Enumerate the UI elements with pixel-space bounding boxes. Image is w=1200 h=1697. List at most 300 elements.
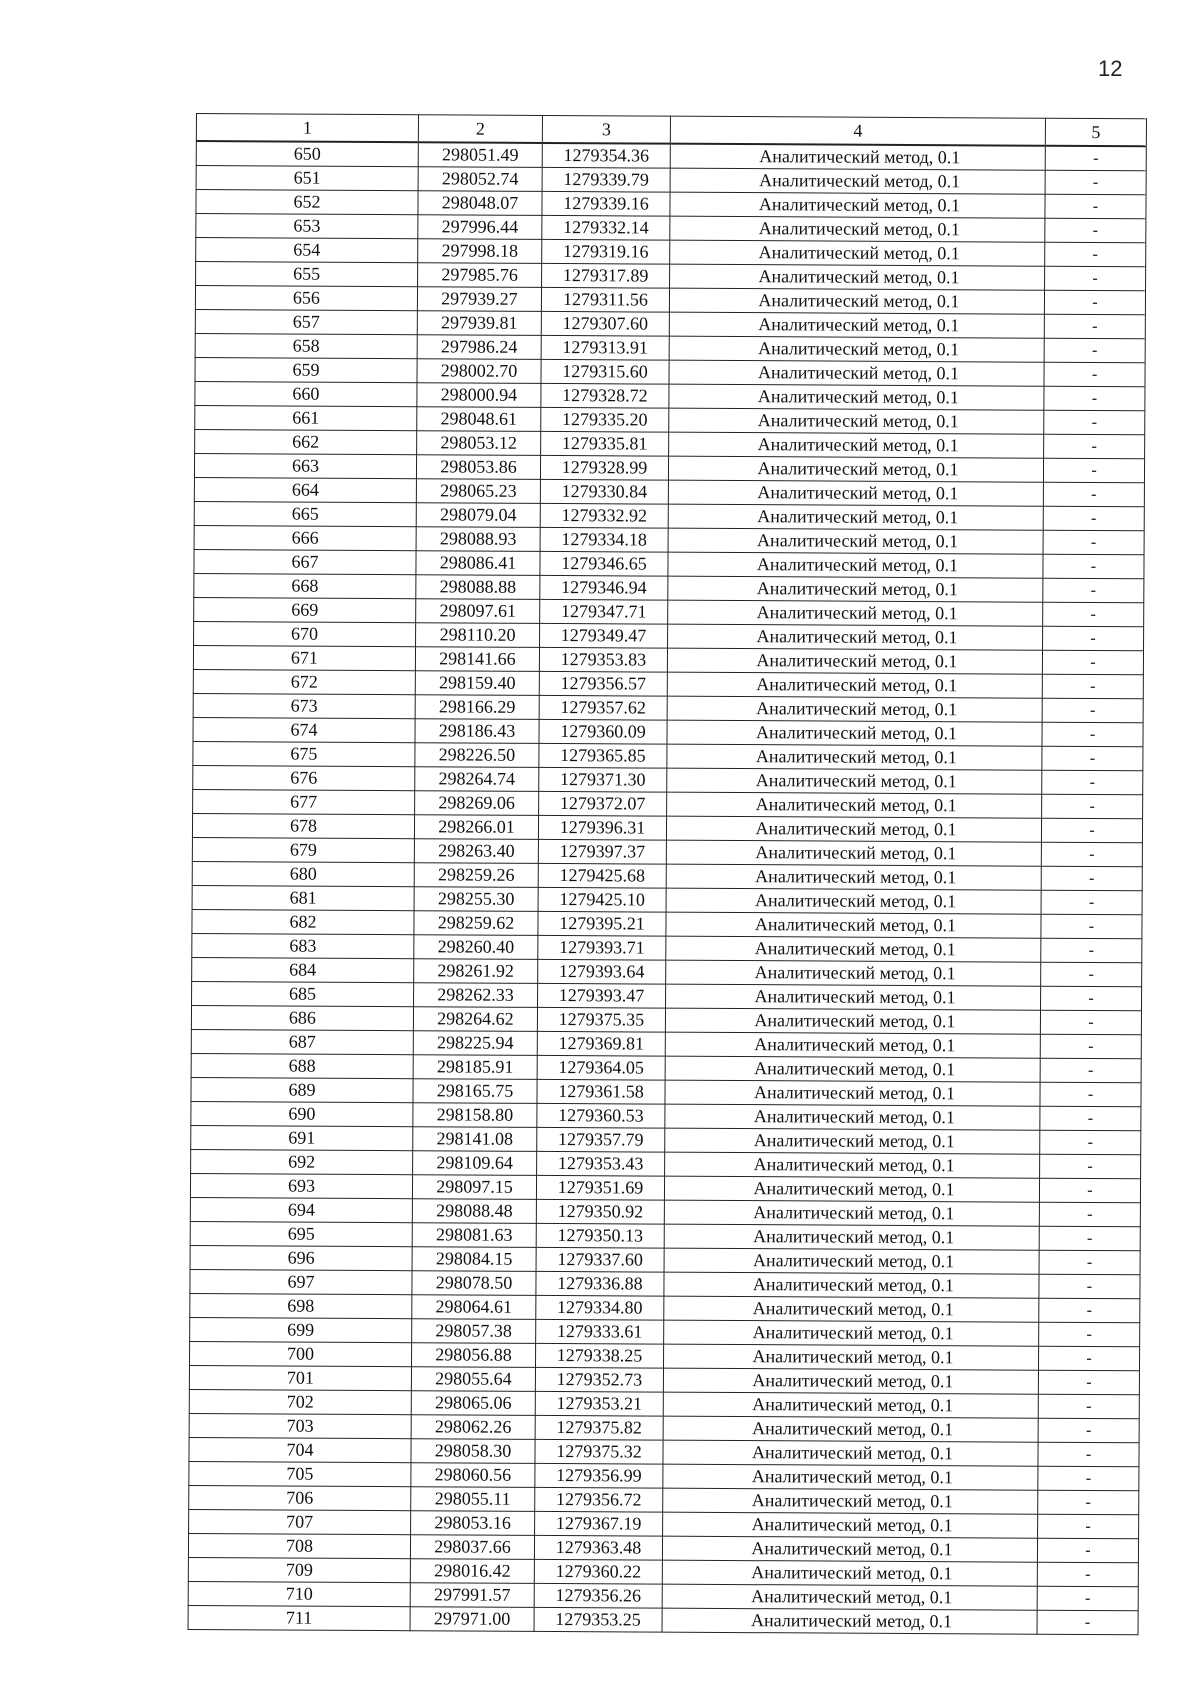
- header-col-2: 2: [418, 115, 542, 143]
- point-number-cell: 706: [189, 1485, 411, 1510]
- coord-x-cell: 298266.01: [414, 815, 538, 840]
- method-cell: Аналитический метод, 0.1: [665, 1032, 1040, 1058]
- coord-x-cell: 298048.61: [417, 407, 541, 432]
- point-number-cell: 669: [194, 597, 416, 622]
- note-cell: -: [1043, 506, 1144, 531]
- point-number-cell: 666: [194, 525, 416, 550]
- method-cell: Аналитический метод, 0.1: [667, 672, 1042, 698]
- method-cell: Аналитический метод, 0.1: [670, 216, 1045, 242]
- coord-x-cell: 298226.50: [415, 743, 539, 768]
- coord-x-cell: 298088.88: [416, 575, 540, 600]
- note-cell: -: [1044, 386, 1145, 411]
- coord-x-cell: 298065.23: [416, 479, 540, 504]
- method-cell: Аналитический метод, 0.1: [664, 1320, 1039, 1346]
- method-cell: Аналитический метод, 0.1: [666, 888, 1041, 914]
- coord-x-cell: 298165.75: [413, 1079, 537, 1104]
- coord-x-cell: 298225.94: [413, 1031, 537, 1056]
- point-number-cell: 694: [190, 1197, 412, 1222]
- coord-y-cell: 1279375.32: [535, 1439, 663, 1464]
- coord-y-cell: 1279352.73: [535, 1367, 663, 1392]
- coord-y-cell: 1279393.47: [538, 983, 666, 1008]
- method-cell: Аналитический метод, 0.1: [663, 1440, 1038, 1466]
- note-cell: -: [1044, 362, 1145, 387]
- coord-y-cell: 1279364.05: [537, 1055, 665, 1080]
- coord-x-cell: 298058.30: [411, 1439, 535, 1464]
- note-cell: -: [1041, 962, 1142, 987]
- point-number-cell: 705: [189, 1461, 411, 1486]
- coord-y-cell: 1279339.79: [542, 167, 670, 192]
- coord-y-cell: 1279333.61: [536, 1319, 664, 1344]
- note-cell: -: [1042, 698, 1143, 723]
- note-cell: -: [1040, 1154, 1141, 1179]
- point-number-cell: 691: [191, 1125, 413, 1150]
- coord-y-cell: 1279372.07: [539, 791, 667, 816]
- point-number-cell: 651: [196, 166, 418, 191]
- note-cell: -: [1039, 1274, 1140, 1299]
- coord-x-cell: 298088.93: [416, 527, 540, 552]
- coord-y-cell: 1279307.60: [541, 311, 669, 336]
- note-cell: -: [1044, 290, 1145, 315]
- note-cell: -: [1045, 218, 1146, 243]
- point-number-cell: 699: [190, 1317, 412, 1342]
- method-cell: Аналитический метод, 0.1: [664, 1296, 1039, 1322]
- note-cell: -: [1042, 722, 1143, 747]
- coord-y-cell: 1279369.81: [537, 1031, 665, 1056]
- coord-y-cell: 1279317.89: [542, 263, 670, 288]
- note-cell: -: [1042, 770, 1143, 795]
- point-number-cell: 672: [193, 669, 415, 694]
- method-cell: Аналитический метод, 0.1: [668, 504, 1043, 530]
- coord-y-cell: 1279375.82: [535, 1415, 663, 1440]
- coord-x-cell: 298264.74: [415, 767, 539, 792]
- method-cell: Аналитический метод, 0.1: [670, 264, 1045, 290]
- note-cell: -: [1039, 1250, 1140, 1275]
- coord-y-cell: 1279346.65: [540, 551, 668, 576]
- coord-y-cell: 1279315.60: [541, 359, 669, 384]
- coord-y-cell: 1279353.21: [535, 1391, 663, 1416]
- coord-y-cell: 1279363.48: [534, 1535, 662, 1560]
- note-cell: -: [1039, 1322, 1140, 1347]
- method-cell: Аналитический метод, 0.1: [666, 840, 1041, 866]
- note-cell: -: [1040, 1106, 1141, 1131]
- method-cell: Аналитический метод, 0.1: [668, 600, 1043, 626]
- note-cell: -: [1038, 1418, 1139, 1443]
- note-cell: -: [1038, 1466, 1139, 1491]
- note-cell: -: [1041, 986, 1142, 1011]
- coord-y-cell: 1279335.81: [541, 431, 669, 456]
- point-number-cell: 697: [190, 1269, 412, 1294]
- coord-y-cell: 1279356.57: [539, 671, 667, 696]
- coord-x-cell: 298057.38: [412, 1319, 536, 1344]
- point-number-cell: 671: [193, 645, 415, 670]
- point-number-cell: 704: [189, 1437, 411, 1462]
- coord-x-cell: 298159.40: [415, 671, 539, 696]
- coord-y-cell: 1279356.99: [535, 1463, 663, 1488]
- coord-x-cell: 298186.43: [415, 719, 539, 744]
- method-cell: Аналитический метод, 0.1: [665, 1008, 1040, 1034]
- coord-y-cell: 1279319.16: [542, 239, 670, 264]
- point-number-cell: 696: [190, 1245, 412, 1270]
- point-number-cell: 688: [191, 1053, 413, 1078]
- coord-x-cell: 298086.41: [416, 551, 540, 576]
- method-cell: Аналитический метод, 0.1: [662, 1608, 1037, 1634]
- point-number-cell: 707: [189, 1509, 411, 1534]
- coord-y-cell: 1279361.58: [537, 1079, 665, 1104]
- note-cell: -: [1039, 1226, 1140, 1251]
- point-number-cell: 659: [195, 357, 417, 382]
- point-number-cell: 655: [196, 262, 418, 287]
- coord-x-cell: 298055.64: [411, 1367, 535, 1392]
- note-cell: -: [1040, 1010, 1141, 1035]
- method-cell: Аналитический метод, 0.1: [667, 744, 1042, 770]
- method-cell: Аналитический метод, 0.1: [666, 912, 1041, 938]
- point-number-cell: 664: [194, 477, 416, 502]
- note-cell: -: [1045, 146, 1146, 171]
- coord-x-cell: 298109.64: [413, 1151, 537, 1176]
- method-cell: Аналитический метод, 0.1: [666, 936, 1041, 962]
- coord-x-cell: 298260.40: [414, 935, 538, 960]
- method-cell: Аналитический метод, 0.1: [665, 1080, 1040, 1106]
- coord-x-cell: 298263.40: [414, 839, 538, 864]
- coord-x-cell: 298081.63: [412, 1223, 536, 1248]
- coord-y-cell: 1279371.30: [539, 767, 667, 792]
- coord-y-cell: 1279395.21: [538, 911, 666, 936]
- coord-y-cell: 1279350.13: [536, 1223, 664, 1248]
- coord-y-cell: 1279360.53: [537, 1103, 665, 1128]
- note-cell: -: [1044, 410, 1145, 435]
- method-cell: Аналитический метод, 0.1: [663, 1368, 1038, 1394]
- coord-x-cell: 298264.62: [413, 1007, 537, 1032]
- coord-y-cell: 1279346.94: [540, 575, 668, 600]
- coord-x-cell: 298259.62: [414, 911, 538, 936]
- coord-x-cell: 298056.88: [412, 1343, 536, 1368]
- note-cell: -: [1043, 602, 1144, 627]
- page-number: 12: [1098, 56, 1123, 81]
- note-cell: -: [1038, 1442, 1139, 1467]
- coord-y-cell: 1279328.72: [541, 383, 669, 408]
- note-cell: -: [1045, 170, 1146, 195]
- point-number-cell: 656: [195, 286, 417, 311]
- coord-y-cell: 1279353.25: [534, 1607, 662, 1632]
- method-cell: Аналитический метод, 0.1: [664, 1200, 1039, 1226]
- note-cell: -: [1041, 818, 1142, 843]
- point-number-cell: 703: [189, 1413, 411, 1438]
- coord-x-cell: 297991.57: [410, 1583, 534, 1608]
- coord-y-cell: 1279351.69: [536, 1175, 664, 1200]
- method-cell: Аналитический метод, 0.1: [663, 1416, 1038, 1442]
- method-cell: Аналитический метод, 0.1: [667, 792, 1042, 818]
- note-cell: -: [1037, 1562, 1138, 1587]
- note-cell: -: [1039, 1298, 1140, 1323]
- method-cell: Аналитический метод, 0.1: [664, 1248, 1039, 1274]
- point-number-cell: 680: [192, 861, 414, 886]
- coord-x-cell: 298053.12: [417, 431, 541, 456]
- note-cell: -: [1044, 338, 1145, 363]
- point-number-cell: 662: [195, 429, 417, 454]
- coord-y-cell: 1279350.92: [536, 1199, 664, 1224]
- table-body: [188, 141, 1146, 1635]
- coord-y-cell: 1279335.20: [541, 407, 669, 432]
- note-cell: -: [1044, 314, 1145, 339]
- point-number-cell: 674: [193, 717, 415, 742]
- coord-y-cell: 1279360.22: [534, 1559, 662, 1584]
- point-number-cell: 678: [192, 813, 414, 838]
- coord-x-cell: 298166.29: [415, 695, 539, 720]
- coord-y-cell: 1279356.26: [534, 1583, 662, 1608]
- coord-x-cell: 297986.24: [417, 335, 541, 360]
- coord-x-cell: 298261.92: [414, 959, 538, 984]
- method-cell: Аналитический метод, 0.1: [664, 1272, 1039, 1298]
- point-number-cell: 692: [191, 1149, 413, 1174]
- coord-y-cell: 1279334.80: [536, 1295, 664, 1320]
- coord-y-cell: 1279360.09: [539, 719, 667, 744]
- note-cell: -: [1040, 1082, 1141, 1107]
- method-cell: Аналитический метод, 0.1: [669, 312, 1044, 338]
- note-cell: -: [1039, 1178, 1140, 1203]
- point-number-cell: 667: [194, 549, 416, 574]
- note-cell: -: [1041, 914, 1142, 939]
- note-cell: -: [1041, 890, 1142, 915]
- coord-y-cell: 1279313.91: [541, 335, 669, 360]
- coordinates-table-wrapper: [188, 113, 1146, 1635]
- note-cell: -: [1045, 242, 1146, 267]
- note-cell: -: [1038, 1490, 1139, 1515]
- coord-x-cell: 298088.48: [412, 1199, 536, 1224]
- method-cell: Аналитический метод, 0.1: [667, 720, 1042, 746]
- note-cell: -: [1044, 434, 1145, 459]
- header-col-4: 4: [670, 116, 1045, 146]
- method-cell: Аналитический метод, 0.1: [668, 528, 1043, 554]
- coord-x-cell: 298185.91: [413, 1055, 537, 1080]
- coord-x-cell: 298097.15: [412, 1175, 536, 1200]
- note-cell: -: [1042, 794, 1143, 819]
- point-number-cell: 690: [191, 1101, 413, 1126]
- coord-x-cell: 298053.86: [416, 455, 540, 480]
- method-cell: Аналитический метод, 0.1: [669, 432, 1044, 458]
- point-number-cell: 684: [192, 957, 414, 982]
- point-number-cell: 670: [194, 621, 416, 646]
- note-cell: -: [1038, 1514, 1139, 1539]
- note-cell: -: [1037, 1586, 1138, 1611]
- point-number-cell: 689: [191, 1077, 413, 1102]
- method-cell: Аналитический метод, 0.1: [667, 768, 1042, 794]
- method-cell: Аналитический метод, 0.1: [663, 1392, 1038, 1418]
- method-cell: Аналитический метод, 0.1: [669, 408, 1044, 434]
- coord-x-cell: 298158.80: [413, 1103, 537, 1128]
- point-number-cell: 683: [192, 933, 414, 958]
- note-cell: -: [1045, 266, 1146, 291]
- note-cell: -: [1037, 1610, 1138, 1635]
- coord-y-cell: 1279365.85: [539, 743, 667, 768]
- point-number-cell: 661: [195, 405, 417, 430]
- coord-y-cell: 1279334.18: [540, 527, 668, 552]
- coord-x-cell: 297996.44: [418, 215, 542, 240]
- point-number-cell: 663: [194, 453, 416, 478]
- point-number-cell: 701: [189, 1365, 411, 1390]
- note-cell: -: [1040, 1058, 1141, 1083]
- point-number-cell: 709: [188, 1557, 410, 1582]
- method-cell: Аналитический метод, 0.1: [668, 624, 1043, 650]
- coord-x-cell: 298065.06: [411, 1391, 535, 1416]
- table-row: [188, 1605, 1138, 1634]
- point-number-cell: 702: [189, 1389, 411, 1414]
- method-cell: Аналитический метод, 0.1: [666, 960, 1041, 986]
- method-cell: Аналитический метод, 0.1: [666, 816, 1041, 842]
- coord-y-cell: 1279397.37: [538, 839, 666, 864]
- method-cell: Аналитический метод, 0.1: [666, 984, 1041, 1010]
- coord-x-cell: 297971.00: [410, 1607, 534, 1632]
- point-number-cell: 652: [196, 190, 418, 215]
- coord-x-cell: 298097.61: [416, 599, 540, 624]
- method-cell: Аналитический метод, 0.1: [670, 168, 1045, 194]
- method-cell: Аналитический метод, 0.1: [668, 456, 1043, 482]
- point-number-cell: 657: [195, 309, 417, 334]
- method-cell: Аналитический метод, 0.1: [669, 288, 1044, 314]
- coord-x-cell: 298048.07: [418, 191, 542, 216]
- coord-y-cell: 1279338.25: [535, 1343, 663, 1368]
- method-cell: Аналитический метод, 0.1: [663, 1488, 1038, 1514]
- point-number-cell: 677: [193, 789, 415, 814]
- coord-y-cell: 1279357.79: [537, 1127, 665, 1152]
- coord-x-cell: 298060.56: [411, 1463, 535, 1488]
- coord-y-cell: 1279349.47: [540, 623, 668, 648]
- point-number-cell: 708: [188, 1533, 410, 1558]
- header-col-1: 1: [196, 114, 418, 143]
- note-cell: -: [1037, 1538, 1138, 1563]
- method-cell: Аналитический метод, 0.1: [668, 552, 1043, 578]
- point-number-cell: 710: [188, 1581, 410, 1606]
- coord-y-cell: 1279337.60: [536, 1247, 664, 1272]
- note-cell: -: [1039, 1202, 1140, 1227]
- method-cell: Аналитический метод, 0.1: [670, 192, 1045, 218]
- point-number-cell: 654: [196, 238, 418, 263]
- note-cell: -: [1041, 866, 1142, 891]
- point-number-cell: 685: [192, 981, 414, 1006]
- note-cell: -: [1041, 842, 1142, 867]
- coord-x-cell: 298064.61: [412, 1295, 536, 1320]
- coord-x-cell: 298084.15: [412, 1247, 536, 1272]
- coord-x-cell: 297939.27: [417, 287, 541, 312]
- method-cell: Аналитический метод, 0.1: [665, 1128, 1040, 1154]
- note-cell: -: [1043, 482, 1144, 507]
- method-cell: Аналитический метод, 0.1: [669, 360, 1044, 386]
- point-number-cell: 653: [196, 214, 418, 239]
- point-number-cell: 693: [190, 1173, 412, 1198]
- coord-x-cell: 298078.50: [412, 1271, 536, 1296]
- coordinates-table: [188, 113, 1147, 1635]
- method-cell: Аналитический метод, 0.1: [663, 1344, 1038, 1370]
- point-number-cell: 695: [190, 1221, 412, 1246]
- note-cell: -: [1045, 194, 1146, 219]
- coord-y-cell: 1279357.62: [539, 695, 667, 720]
- note-cell: -: [1038, 1370, 1139, 1395]
- note-cell: -: [1042, 650, 1143, 675]
- coord-x-cell: 298053.16: [411, 1511, 535, 1536]
- coord-y-cell: 1279332.14: [542, 215, 670, 240]
- note-cell: -: [1040, 1034, 1141, 1059]
- note-cell: -: [1038, 1346, 1139, 1371]
- coord-y-cell: 1279354.36: [542, 143, 670, 168]
- coord-y-cell: 1279375.35: [537, 1007, 665, 1032]
- method-cell: Аналитический метод, 0.1: [668, 480, 1043, 506]
- coord-x-cell: 297939.81: [417, 311, 541, 336]
- coord-y-cell: 1279347.71: [540, 599, 668, 624]
- coord-x-cell: 298141.08: [413, 1127, 537, 1152]
- note-cell: -: [1040, 1130, 1141, 1155]
- coord-y-cell: 1279356.72: [535, 1487, 663, 1512]
- point-number-cell: 711: [188, 1605, 410, 1630]
- note-cell: -: [1043, 458, 1144, 483]
- coord-y-cell: 1279332.92: [540, 503, 668, 528]
- coord-y-cell: 1279425.10: [538, 887, 666, 912]
- method-cell: Аналитический метод, 0.1: [669, 336, 1044, 362]
- note-cell: -: [1043, 530, 1144, 555]
- note-cell: -: [1043, 626, 1144, 651]
- point-number-cell: 682: [192, 909, 414, 934]
- coord-x-cell: 298062.26: [411, 1415, 535, 1440]
- method-cell: Аналитический метод, 0.1: [670, 144, 1045, 171]
- point-number-cell: 675: [193, 741, 415, 766]
- coord-y-cell: 1279328.99: [540, 455, 668, 480]
- point-number-cell: 700: [190, 1341, 412, 1366]
- point-number-cell: 681: [192, 885, 414, 910]
- method-cell: Аналитический метод, 0.1: [665, 1152, 1040, 1178]
- method-cell: Аналитический метод, 0.1: [664, 1224, 1039, 1250]
- coord-x-cell: 298016.42: [410, 1559, 534, 1584]
- coord-x-cell: 298255.30: [414, 887, 538, 912]
- method-cell: Аналитический метод, 0.1: [667, 696, 1042, 722]
- point-number-cell: 665: [194, 501, 416, 526]
- point-number-cell: 679: [192, 837, 414, 862]
- coord-y-cell: 1279339.16: [542, 191, 670, 216]
- point-number-cell: 686: [191, 1005, 413, 1030]
- note-cell: -: [1043, 554, 1144, 579]
- coord-y-cell: 1279396.31: [538, 815, 666, 840]
- note-cell: -: [1042, 674, 1143, 699]
- point-number-cell: 650: [196, 141, 418, 167]
- method-cell: Аналитический метод, 0.1: [662, 1536, 1037, 1562]
- coord-x-cell: 297998.18: [418, 239, 542, 264]
- method-cell: Аналитический метод, 0.1: [662, 1560, 1037, 1586]
- coord-x-cell: 298000.94: [417, 383, 541, 408]
- method-cell: Аналитический метод, 0.1: [665, 1056, 1040, 1082]
- method-cell: Аналитический метод, 0.1: [663, 1512, 1038, 1538]
- header-col-3: 3: [542, 115, 670, 143]
- method-cell: Аналитический метод, 0.1: [667, 648, 1042, 674]
- coord-y-cell: 1279330.84: [540, 479, 668, 504]
- coord-y-cell: 1279353.43: [537, 1151, 665, 1176]
- note-cell: -: [1042, 746, 1143, 771]
- header-col-5: 5: [1045, 118, 1146, 146]
- coord-x-cell: 298037.66: [410, 1535, 534, 1560]
- note-cell: -: [1038, 1394, 1139, 1419]
- coord-x-cell: 298269.06: [415, 791, 539, 816]
- coord-y-cell: 1279367.19: [535, 1511, 663, 1536]
- method-cell: Аналитический метод, 0.1: [665, 1104, 1040, 1130]
- method-cell: Аналитический метод, 0.1: [664, 1176, 1039, 1202]
- method-cell: Аналитический метод, 0.1: [668, 576, 1043, 602]
- coord-x-cell: 298002.70: [417, 359, 541, 384]
- coord-y-cell: 1279336.88: [536, 1271, 664, 1296]
- point-number-cell: 673: [193, 693, 415, 718]
- coord-x-cell: 298259.26: [414, 863, 538, 888]
- method-cell: Аналитический метод, 0.1: [662, 1584, 1037, 1610]
- method-cell: Аналитический метод, 0.1: [670, 240, 1045, 266]
- coord-y-cell: 1279393.64: [538, 959, 666, 984]
- note-cell: -: [1041, 938, 1142, 963]
- point-number-cell: 660: [195, 381, 417, 406]
- coord-x-cell: 297985.76: [418, 263, 542, 288]
